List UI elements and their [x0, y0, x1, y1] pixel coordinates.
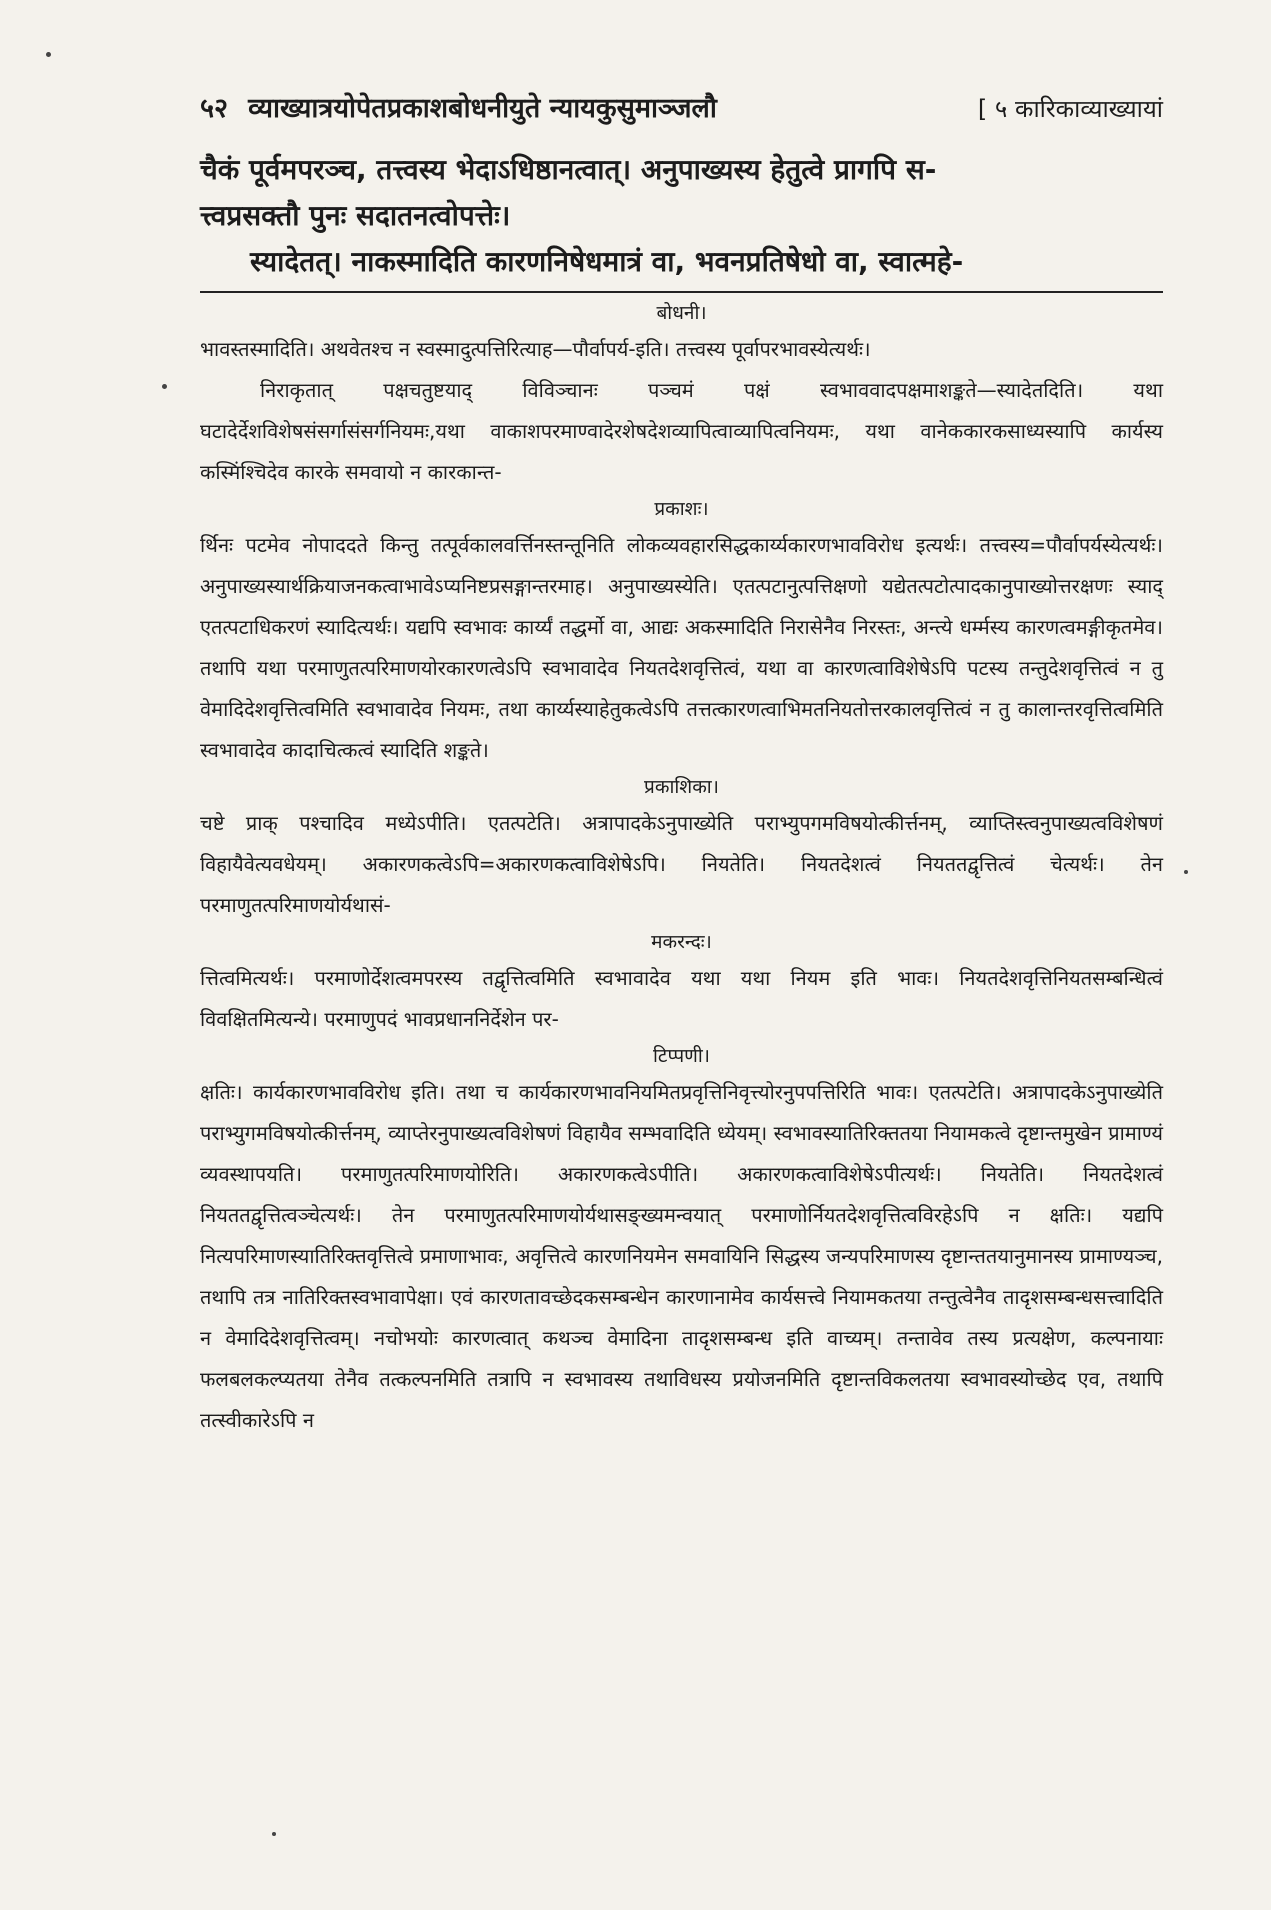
page-number: ५२ [200, 93, 229, 124]
commentary-name: प्रकाशिका। [644, 776, 719, 798]
main-text-line: चैकं पूर्वमपरञ्च, तत्त्वस्य भेदाऽधिष्ठानत्वात्। अनुपाख्यस्य हेतुत्वे प्रागपि स- [200, 153, 937, 186]
divider-rule [200, 291, 1163, 293]
running-title: व्याख्यात्रयोपेतप्रकाशबोधनीयुते न्यायकुसुमाञ्जलौ [248, 93, 717, 124]
commentary-name: मकरन्दः। [651, 931, 712, 953]
commentary-makaranda [200, 926, 1163, 1040]
commentary-name: प्रकाशः। [654, 498, 709, 520]
page-header [200, 88, 1163, 125]
commentary-paragraph: क्षतिः। कार्यकारणभावविरोध इति। तथा च कार्यकारणभावनियमितप्रवृत्तिनिवृत्त्योरनुपपत्तिरिति भावः। एतत्पटेति। अत्रापादकेऽनुपाख्येति पराभ्युगमविषयोत्कीर्त्तनम्, व्याप्तेरनुपाख्यत्वविशेषणं विहायैव सम्भवादिति ध्येयम्। स्वभावस्यातिरिक्ततया नियामकत्वे दृष्टान्तमुखेन प्रामाण्यं व्यवस्थापयति। परमाणुतत्परिमाणयोरिति। अकारणकत्वेऽपीति। अकारणकत्वाविशेषेऽपीत्यर्थः। नियतेति। नियतदेशत्वं नियततद्वृत्तित्वञ्चेत्यर्थः। तेन परमाणुतत्परिमाणयोर्यथासङ्ख्यमन्वयात् परमाणोर्नियतदेशवृत्तित्वविरहेऽपि न क्षतिः। यद्यपि नित्यपरिमाणस्यातिरिक्तवृत्तित्वे प्रमाणाभावः, अवृत्तित्वे कारणनियमेन समवायिनि सिद्धस्य जन्यपरिमाणस्य दृष्टान्ततयानुमानस्य प्रामाण्यञ्च, तथापि तत्र नातिरिक्तस्वभावापेक्षा। एवं कारणतावच्छेदकसम्बन्धेन कारणानामेव कार्यसत्त्वे नियामकतया तन्तुत्वेनैव तादृशसम्बन्धसत्त्वादिति न वेमादिदेशवृत्तित्वम्। नचोभयोः कारणत्वात् कथञ्च वेमादिना तादृशसम्बन्ध इति वाच्यम्। तन्तावेव तस्य प्रत्यक्षेण, कल्पनायाः फलबलकल्प्यतया तेनैव तत्कल्पनमिति तत्रापि न स्वभावस्य तथाविधस्य प्रयोजनमिति दृष्टान्तविकलतया स्वभावस्योच्छेद एव, तथापि तत्स्वीकारेऽपि न [200, 1080, 1163, 1432]
main-text-line: त्त्वप्रसक्तौ पुनः सदातनत्वोपत्तेः। [200, 199, 511, 232]
commentary-paragraph: र्थिनः पटमेव नोपाददते किन्तु तत्पूर्वकालवर्त्तिनस्तन्तूनिति लोकव्यवहारसिद्धकार्य्यकारणभावविरोध इत्यर्थः। तत्त्वस्य=पौर्वापर्यस्येत्यर्थः। अनुपाख्यस्यार्थक्रियाजनकत्वाभावेऽप्यनिष्टप्रसङ्गान्तरमाह। अनुपाख्यस्येति। एतत्पटानुत्पत्तिक्षणो यद्येतत्पटोत्पादकानुपाख्योत्तरक्षणः स्याद् एतत्पटाधिकरणं स्यादित्यर्थः। यद्यपि स्वभावः कार्य्यं तद्धर्मो वा, आद्यः अकस्मादिति निरासेनैव निरस्तः, अन्त्ये धर्म्मस्य कारणत्वमङ्गीकृतमेव। तथापि यथा परमाणुतत्परिमाणयोरकारणत्वेऽपि स्वभावादेव नियतदेशवृत्तित्वं, यथा वा कारणत्वाविशेषेऽपि पटस्य तन्तुदेशवृत्तित्वं न तु वेमादिदेशवृत्तित्वमिति स्वभावादेव नियमः, तथा कार्य्यस्याहेतुकत्वेऽपि तत्तत्कारणत्वाभिमतनियतोत्तरकालवृत्तित्वं न तु कालान्तरवृत्तित्वमिति स्वभावादेव कादाचित्कत्वं स्यादिति शङ्कते। [200, 533, 1163, 762]
section-label: [ ५ कारिकाव्याख्यायां [977, 95, 1163, 123]
commentary-prakasha [200, 493, 1163, 771]
commentary-paragraph: भावस्तस्मादिति। अथवेतश्च न स्वस्मादुत्पत्तिरित्याह—पौर्वापर्य-इति। तत्त्वस्य पूर्वापरभावस्येत्यर्थः। [200, 337, 871, 361]
scan-speck [162, 384, 167, 389]
scan-speck [272, 1832, 276, 1836]
commentary-name: बोधनी। [656, 302, 707, 324]
main-text [200, 147, 1163, 285]
main-text-line: स्यादेतत्। नाकस्मादिति कारणनिषेधमात्रं वा, भवनप्रतिषेधो वा, स्वात्महे- [250, 245, 964, 278]
commentary-paragraph: निराकृतात् पक्षचतुष्टयाद् विविञ्चानः पञ्चमं पक्षं स्वभाववादपक्षमाशङ्कते—स्यादेतदिति। यथा घटादेर्देशविशेषसंसर्गासंसर्गनियमः,यथा वाकाशपरमाण्वादेरशेषदेशव्यापित्वाव्यापित्वनियमः, यथा वानेककारकसाध्यस्यापि कार्यस्य कस्मिंश्चिदेव कारके समवायो न कारकान्त- [200, 378, 1163, 484]
scan-speck [46, 52, 51, 57]
commentary-paragraph: त्तित्वमित्यर्थः। परमाणोर्देशत्वमपरस्य तद्वृत्तित्वमिति स्वभावादेव यथा यथा नियम इति भावः। नियतदेशवृत्तिनियतसम्बन्धित्वं विवक्षितमित्यन्ये। परमाणुपदं भावप्रधाननिर्देशेन पर- [200, 966, 1163, 1031]
commentary-paragraph: चष्टे प्राक् पश्चादिव मध्येऽपीति। एतत्पटेति। अत्रापादकेऽनुपाख्येति पराभ्युपगमविषयोत्कीर्त्तनम्, व्याप्तिस्त्वनुपाख्यत्वविशेषणं विहायैवेत्यवधेयम्। अकारणकत्वेऽपि=अकारणकत्वाविशेषेऽपि। नियतेति। नियतदेशत्वं नियततद्वृत्तित्वं चेत्यर्थः। तेन परमाणुतत्परिमाणयोर्यथासं- [200, 811, 1163, 917]
commentary-name: टिप्पणी। [652, 1045, 710, 1067]
scan-speck [1184, 870, 1188, 874]
commentary-prakashika [200, 771, 1163, 926]
commentary-tippani [200, 1040, 1163, 1441]
commentary-bodhani [200, 297, 1163, 493]
